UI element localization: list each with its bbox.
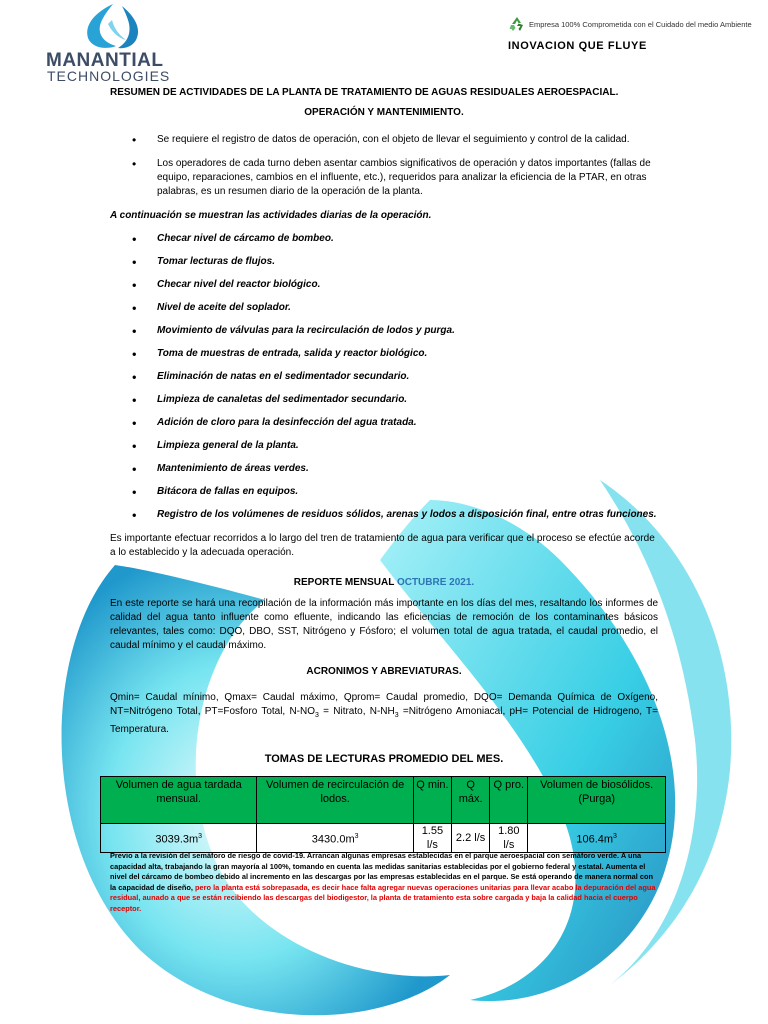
list-item: • Bitácora de fallas en equipos. <box>110 485 658 499</box>
acronyms-subscript: 3 <box>394 712 399 719</box>
recorridos-paragraph: Es importante efectuar recorridos a lo largo del tren de tratamiento de agua para verificar que el proceso se efectúe acorde a lo establecido y la adecuada operación. <box>110 533 655 558</box>
list-item: • Mantenimiento de áreas verdes. <box>110 462 658 476</box>
cell-value: 3430.0m <box>311 833 355 846</box>
note-alert-text: pero la planta está sobrepasada, es decir hace falta agregar nuevas operaciones unitarias para llevar acabo la depuración del agua residual, aunado a que se están recibiendo las descargas del biodigestor, la planta de tratamiento esta sobre cargada y baja la calidad hacia el cuerpo receptor. <box>110 882 656 913</box>
table-header-cell: Q pro. <box>490 777 528 824</box>
report-heading <box>110 576 658 590</box>
header-tagline <box>508 16 752 52</box>
report-month: OCTUBRE 2021. <box>396 577 475 588</box>
table-header-row <box>101 777 666 824</box>
table-header-cell: Volumen de recirculación de lodos. <box>257 777 414 824</box>
activities-intro: A continuación se muestran las actividades diarias de la operación. <box>110 210 432 221</box>
company-motto: INOVACION QUE FLUYE <box>508 40 647 52</box>
list-item: • Toma de muestras de entrada, salida y reactor biológico. <box>110 347 658 361</box>
table-cell <box>413 824 451 853</box>
table-cell <box>257 824 414 853</box>
list-item: • Registro de los volúmenes de residuos sólidos, arenas y lodos a disposición final, entre otras funciones. <box>110 508 658 522</box>
list-item: • Adición de cloro para la desinfección del agua tratada. <box>110 416 658 430</box>
acronyms-paragraph <box>110 691 658 737</box>
document-body <box>110 86 658 853</box>
eco-commitment <box>508 16 752 32</box>
acronyms-text-c: =Nitrógeno Amoniacal, pH= Potencial de Hidrogeno, T= Temperatura. <box>110 706 659 735</box>
table-row <box>101 824 666 853</box>
activities-list <box>110 232 658 522</box>
cell-superscript: 3 <box>198 832 203 840</box>
report-label: REPORTE MENSUAL <box>293 577 395 588</box>
cell-value: 2.2 l/s <box>455 832 486 844</box>
section-title-operacion: OPERACIÓN Y MANTENIMIENTO. <box>304 107 464 118</box>
acronyms-text-b: = Nitrato, N-NH <box>318 706 395 717</box>
eco-text: Empresa 100% Comprometida con el Cuidado del medio Ambiente <box>529 19 752 29</box>
list-item: • Limpieza general de la planta. <box>110 439 658 453</box>
cell-value: 1.80 l/s <box>498 825 520 851</box>
readings-title: TOMAS DE LECTURAS PROMEDIO DEL MES. <box>264 753 504 765</box>
list-item: • Checar nivel del reactor biológico. <box>110 278 658 292</box>
list-item: • Nivel de aceite del soplador. <box>110 301 658 315</box>
cell-value: 1.55 l/s <box>421 825 444 851</box>
brand-name: MANANTIAL <box>46 50 164 71</box>
recycle-icon <box>508 16 526 32</box>
note-text: Previo a la revisión del semáforo de riesgo de covid-19. Arrancan algunas empresas establecidas en el parque aeroespacial con semáforo verde. A una capacidad alta, trabajando la gran mayoría al 100%, tomando en cuenta las medidas sanitarias establecidas por el gobierno federal y estatal. Aumenta el nivel del cárcamo de bombeo debido al incremento en las descargas por las empresas establecidas en el parque. Se está operando de manera normal con la capacidad de diseño, <box>110 851 653 892</box>
list-item: • Movimiento de válvulas para la recirculación de lodos y purga. <box>110 324 658 338</box>
table-header-cell: Q min. <box>413 777 451 824</box>
list-item: • Checar nivel de cárcamo de bombeo. <box>110 232 658 246</box>
list-item: • Se requiere el registro de datos de operación, con el objeto de llevar el seguimiento y control de la calidad. <box>110 133 658 147</box>
cell-superscript: 3 <box>613 832 617 840</box>
table-cell <box>528 824 666 853</box>
table-cell <box>101 824 257 853</box>
table-cell <box>490 824 528 853</box>
document-title: RESUMEN DE ACTIVIDADES DE LA PLANTA DE TRATAMIENTO DE AGUAS RESIDUALES AEROESPACIAL. <box>110 87 619 98</box>
report-paragraph: En este reporte se hará una recopilación de la información más importante en los días del mes, resaltando los informes de calidad del agua tanto influente como efluente, indicando las eficiencias de remoción de los contaminantes básicos relevantes, tales como: DQO, DBO, SST, Nitrógeno y Fósforo; el volumen total de agua tratada, el caudal promedio, el caudal mínimo y el caudal máximo. <box>110 598 658 651</box>
list-item: • Eliminación de natas en el sedimentador secundario. <box>110 370 658 384</box>
readings-table <box>100 776 666 853</box>
requirements-list <box>110 133 658 199</box>
cell-value: 106.4m <box>576 833 614 846</box>
table-header-cell: Q máx. <box>451 777 489 824</box>
observations-note <box>110 851 660 915</box>
water-drop-logo-icon <box>82 2 144 50</box>
company-logo <box>44 2 184 86</box>
acronyms-title: ACRONIMOS Y ABREVIATURAS. <box>306 666 462 677</box>
acronyms-text-a: Qmin= Caudal mínimo, Qmax= Caudal máximo, Qprom= Caudal promedio, DQO= Demanda Química de Oxígeno, NT=Nitrógeno Total, PT=Fosforo Total, N-NO <box>110 692 658 717</box>
cell-superscript: 3 <box>354 832 359 840</box>
table-header-cell: Volumen de agua tardada mensual. <box>101 777 257 824</box>
list-item: • Tomar lecturas de flujos. <box>110 255 658 269</box>
cell-value: 3039.3m <box>155 833 199 846</box>
table-cell <box>451 824 489 853</box>
list-item: • Limpieza de canaletas del sedimentador secundario. <box>110 393 658 407</box>
acronyms-subscript: 3 <box>315 712 319 719</box>
table-header-cell: Volumen de biosólidos.(Purga) <box>528 777 666 824</box>
brand-subtitle: TECHNOLOGIES <box>47 68 171 84</box>
list-item: • Los operadores de cada turno deben asentar cambios significativos de operación y datos importantes (fallas de equipo, reparaciones, cambios en el influente, etc.), requeridos para analizar la eficiencia de la PTAR, en otras palabras, es un resumen diario de la operación de la planta. <box>110 157 658 199</box>
